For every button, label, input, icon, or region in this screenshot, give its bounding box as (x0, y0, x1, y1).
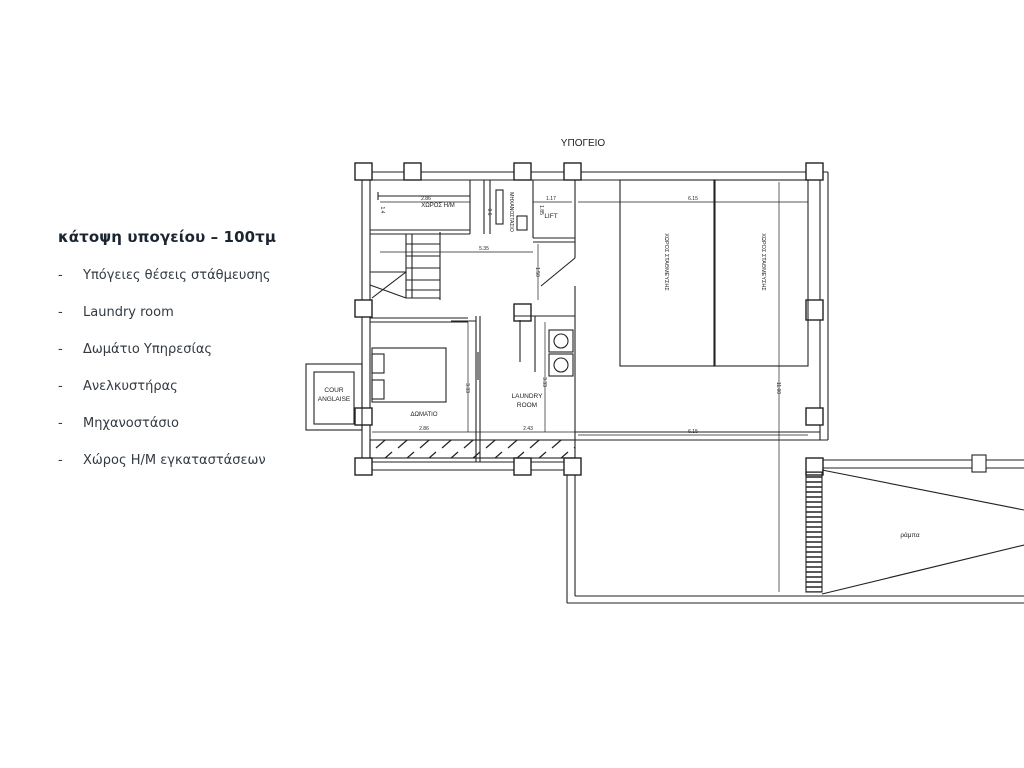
label-anglaise: ANGLAISE (317, 396, 351, 403)
label-laundry-room: ROOM (516, 402, 538, 409)
dim-243: 2.43 (523, 426, 533, 432)
label-cour: COUR (324, 387, 344, 394)
bullet-dash: - (58, 305, 63, 320)
technical-shafts (378, 190, 527, 230)
dim-535: 5.35 (479, 246, 489, 252)
hatched-wall-strip (370, 440, 575, 458)
list-item-text: Υπόγειες θέσεις στάθμευσης (83, 268, 271, 283)
list-item-text: Μηχανοστάσιο (83, 416, 179, 431)
list-item-text: Δωμάτιο Υπηρεσίας (83, 342, 213, 357)
dim-150: 1.50 (534, 267, 540, 277)
label-laundry: LAUNDRY (511, 393, 543, 400)
bullet-dash: - (58, 268, 63, 283)
bullet-dash: - (58, 379, 63, 394)
dim-14: 1.4 (379, 206, 385, 214)
dim-1100: 11.00 (775, 381, 781, 395)
label-bedroom: ΔΩΜΑΤΙΟ (410, 412, 438, 418)
dim-06: 0.6 (486, 208, 492, 216)
dim-286-bottom: 2.86 (419, 426, 429, 432)
outer-walls (360, 172, 1024, 603)
parking-bays (620, 180, 808, 366)
bullet-dash: - (58, 342, 63, 357)
list-item-text: Χώρος Η/Μ εγκαταστάσεων (83, 453, 266, 468)
door-swings (451, 258, 575, 380)
bullet-dash: - (58, 416, 63, 431)
dimension-values (379, 196, 781, 435)
bullet-dash: - (58, 453, 63, 468)
ramp (806, 455, 1024, 594)
label-lift: LIFT (544, 213, 558, 220)
label-machine-room: ΜΗΧΑΝΟΣΤΑΣΙΟ (508, 192, 514, 232)
label-hm-room: ΧΩΡΟΣ Η/Μ (421, 203, 455, 209)
bed (372, 348, 446, 402)
list-item-text: Laundry room (83, 305, 174, 320)
dim-615-top: 6.15 (688, 196, 698, 202)
label-parking-2: ΧΩΡΟΣ ΣΤΑΘΜΕΥΣΗΣ (760, 233, 766, 291)
staircase (370, 234, 440, 298)
dim-333-a: 3.33 (464, 383, 470, 393)
washing-machines (549, 330, 573, 376)
panel-title: κάτοψη υπογείου – 100τμ (58, 228, 276, 246)
dim-286-top: 2.86 (421, 196, 431, 202)
dim-117: 1.17 (546, 196, 556, 202)
label-parking-1: ΧΩΡΟΣ ΣΤΑΘΜΕΥΣΗΣ (663, 233, 669, 291)
dim-185: 1.85 (538, 205, 544, 215)
plan-title: ΥΠΟΓΕΙΟ (560, 138, 606, 149)
label-ramp: ράμπα (900, 532, 920, 539)
list-item-text: Ανελκυστήρας (83, 379, 178, 394)
dim-615-bottom: 6.15 (688, 429, 698, 435)
dim-333-b: 3.33 (541, 377, 547, 387)
